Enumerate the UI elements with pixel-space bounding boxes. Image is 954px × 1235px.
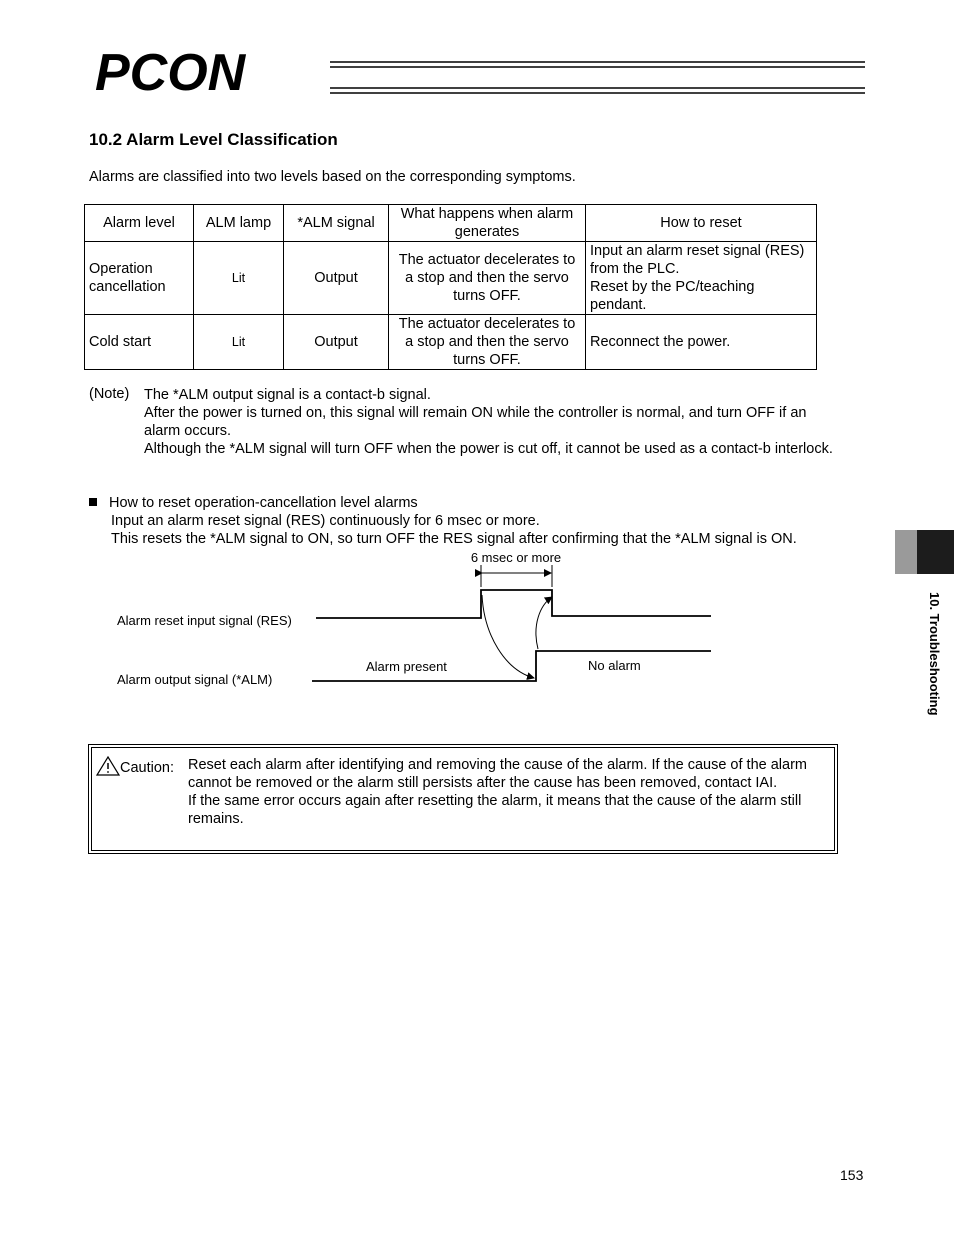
cell-how-to-reset (586, 242, 817, 315)
pcon-logo (95, 48, 865, 98)
cell-alm-signal: Output (284, 315, 389, 370)
note-line: The *ALM output signal is a contact-b signal. (144, 387, 431, 403)
section-heading: 10.2 Alarm Level Classification (89, 130, 338, 149)
caution-text (188, 756, 828, 828)
cell-how-to-reset: Reconnect the power. (586, 315, 817, 370)
cell-alm-signal: Output (284, 242, 389, 315)
reset-line: Reset by the PC/teaching pendant. (590, 279, 755, 313)
note-line: After the power is turned on, this signal will remain ON while the controller is normal, and turn OFF if an alarm occurs. (144, 405, 807, 439)
chapter-tab-light (895, 530, 917, 574)
table-header-row (85, 205, 817, 242)
causal-arrow-alm-to-res (536, 597, 552, 649)
cell-alm-lamp: Lit (194, 242, 284, 315)
no-alarm-label: No alarm (588, 658, 641, 673)
reset-line: This resets the *ALM signal to ON, so turn OFF the RES signal after confirming that the *ALM signal is ON. (111, 531, 797, 547)
table-row (85, 242, 817, 315)
cell-alm-lamp: Lit (194, 315, 284, 370)
res-signal-label: Alarm reset input signal (RES) (117, 613, 292, 628)
square-bullet-icon (89, 498, 97, 506)
alm-signal-label: Alarm output signal (*ALM) (117, 672, 273, 687)
timing-diagram (110, 545, 730, 705)
cell-what-happens: The actuator decelerates to a stop and then the servo turns OFF. (389, 242, 586, 315)
alarm-level-table (84, 204, 817, 370)
caution-line: Reset each alarm after identifying and removing the cause of the alarm. If the cause of the alarm cannot be removed or the alarm still persists after the cause has been removed, contact IAI. (188, 757, 807, 791)
reset-line: Input an alarm reset signal (RES) continuously for 6 msec or more. (111, 513, 540, 529)
header-how-to-reset: How to reset (586, 205, 817, 242)
header-alm-signal: *ALM signal (284, 205, 389, 242)
header-what-happens: What happens when alarm generates (389, 205, 586, 242)
note-body (144, 386, 844, 458)
header-alarm-level: Alarm level (85, 205, 194, 242)
note-line: Although the *ALM signal will turn OFF when the power is cut off, it cannot be used as a contact-b interlock. (144, 441, 833, 457)
page-number: 153 (840, 1167, 864, 1183)
warning-triangle-icon (96, 756, 120, 776)
res-waveform (316, 590, 711, 618)
alarm-present-label: Alarm present (366, 659, 447, 674)
caution-line: If the same error occurs again after resetting the alarm, it means that the cause of the alarm still remains. (188, 793, 802, 827)
cell-alarm-level: Operation cancellation (85, 242, 194, 315)
chapter-label: 10. Troubleshooting (927, 592, 942, 716)
duration-label: 6 msec or more (470, 550, 562, 565)
caution-label: Caution: (96, 756, 174, 776)
chapter-tab-dark (917, 530, 954, 574)
logo-text: PCON (95, 48, 246, 98)
reset-instructions (89, 494, 879, 548)
reset-line: Input an alarm reset signal (RES) from the PLC. (590, 243, 805, 277)
cell-what-happens: The actuator decelerates to a stop and then the servo turns OFF. (389, 315, 586, 370)
table-row (85, 315, 817, 370)
note-label: (Note) (89, 386, 130, 402)
cell-alarm-level: Cold start (85, 315, 194, 370)
intro-text: Alarms are classified into two levels based on the corresponding symptoms. (89, 169, 576, 185)
causal-arrow-res-to-alm (482, 595, 534, 678)
header-alm-lamp: ALM lamp (194, 205, 284, 242)
bullet-heading: How to reset operation-cancellation level alarms (109, 495, 418, 511)
